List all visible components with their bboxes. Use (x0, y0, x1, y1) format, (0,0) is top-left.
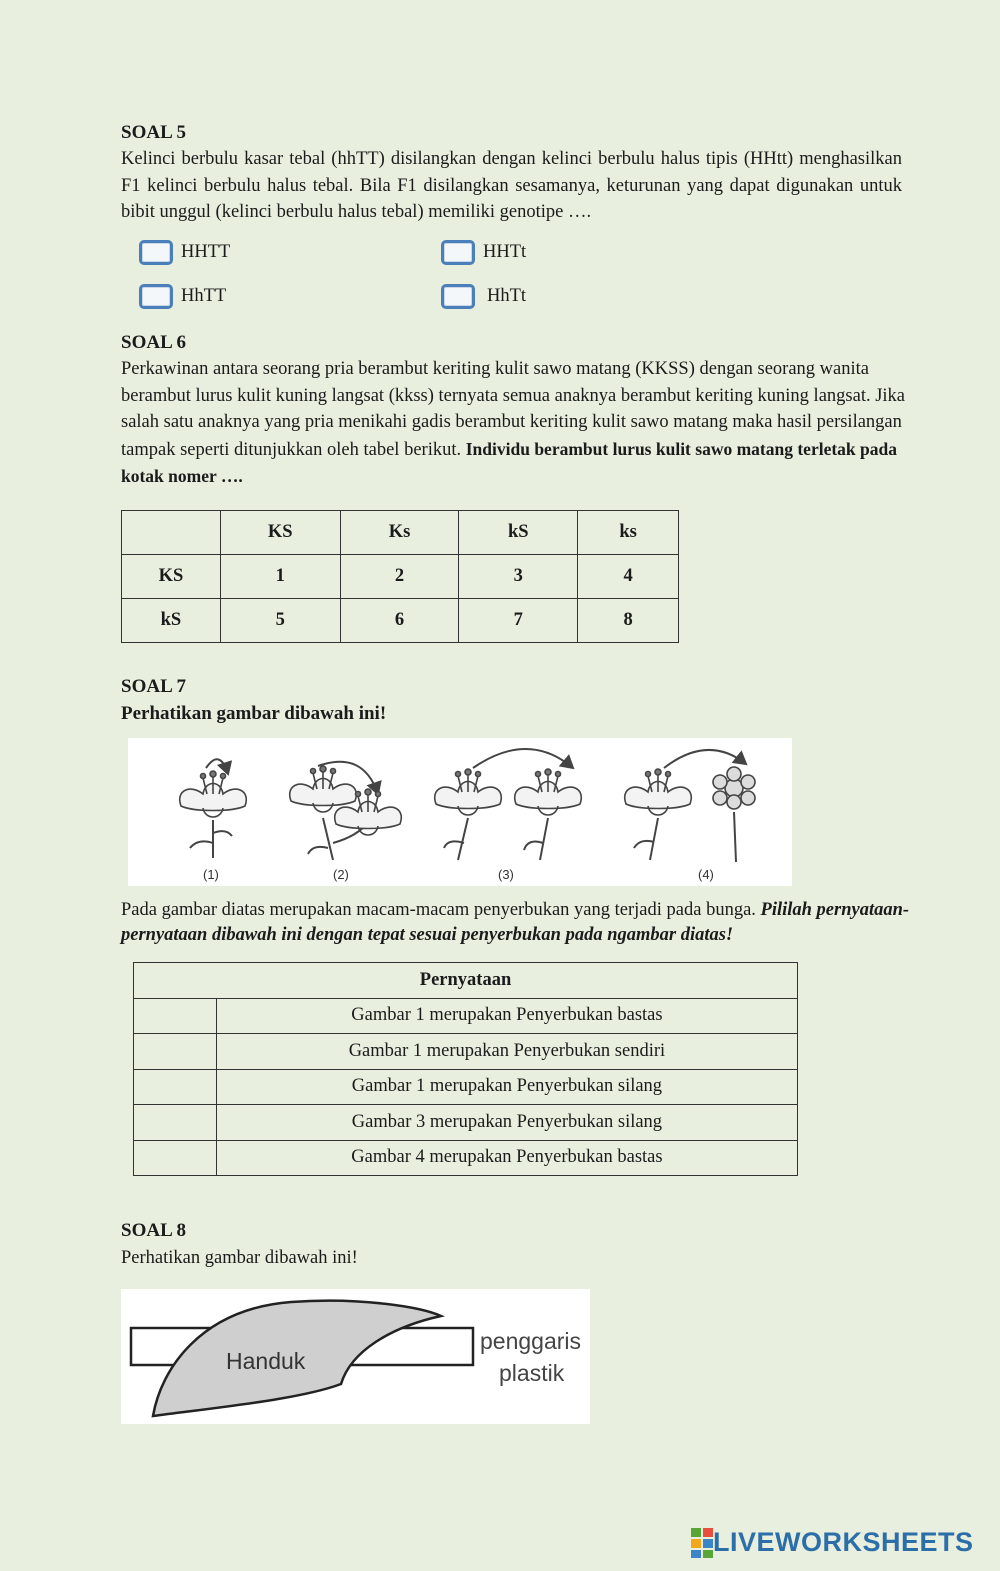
option-checkbox[interactable] (441, 240, 475, 265)
ruler-label-line1: penggaris (480, 1328, 582, 1354)
towel-ruler-illustration (121, 1289, 590, 1424)
liveworksheets-logo (691, 1527, 974, 1558)
table-row (134, 998, 798, 1034)
table-cell: kS (122, 599, 221, 643)
statement-text: Gambar 1 merupakan Penyerbukan bastas (216, 998, 797, 1034)
statement-answer-cell[interactable] (134, 998, 217, 1034)
soal7-text: Pada gambar diatas merupakan macam-macam penyerbukan yang terjadi pada bunga. (121, 900, 756, 920)
figure-label-3: (3) (498, 867, 514, 882)
table-header: Pernyataan (134, 963, 798, 999)
table-cell: KS (122, 555, 221, 599)
statement-text: Gambar 1 merupakan Penyerbukan sendiri (216, 1034, 797, 1070)
table-row (134, 1140, 798, 1176)
towel-label: Handuk (226, 1348, 306, 1374)
soal5-option-hhtt-3[interactable] (139, 284, 226, 309)
option-checkbox[interactable] (139, 284, 173, 309)
figure-label-2: (2) (333, 867, 349, 882)
soal7-italic-text: Pililah pernyataan-pernyataan dibawah ini dengan tepat sesuai penyerbukan pada ngambar diatas! (121, 900, 910, 945)
option-checkbox[interactable] (441, 284, 475, 309)
table-cell: 5 (220, 599, 340, 643)
liveworksheets-logo-icon (691, 1528, 713, 1558)
brand-name: LIVEWORKSHEETS (713, 1527, 974, 1557)
option-label: HhTt (487, 286, 527, 306)
table-row (134, 1069, 798, 1105)
option-label: HHTt (483, 242, 527, 262)
table-row (122, 555, 679, 599)
soal5-question: Kelinci berbulu kasar tebal (hhTT) disilangkan dengan kelinci berbulu halus tipis (HHtt) menghasilkan F1 kelinci berbulu halus tebal. Bila F1 disilangkan sesamanya, keturunan yang dapat digunakan untuk bibit unggul (kelinci berbulu halus tebal) memiliki genotipe …. (121, 149, 902, 222)
soal7-title: SOAL 7 (121, 676, 186, 697)
option-label: HhTT (181, 286, 227, 306)
soal6-text: Perkawinan antara seorang pria berambut keriting kulit sawo matang (KKSS) dengan seorang wanita berambut lurus kulit kuning langsat (kkss) ternyata semua anaknya berambut keriting kuning langsat. Jika salah satu anaknya yang pria menikahi gadis berambut keriting kulit sawo matang maka hasil persilangan tampak seperti ditunjukkan oleh tabel berikut. (121, 359, 906, 460)
table-cell: 2 (340, 555, 459, 599)
table-cell (122, 511, 221, 555)
figure-label-1: (1) (203, 867, 219, 882)
soal6-question (121, 356, 911, 491)
statement-text: Gambar 4 merupakan Penyerbukan bastas (216, 1140, 797, 1176)
table-cell: ks (578, 511, 679, 555)
table-row (122, 599, 679, 643)
soal5-option-hhtt[interactable] (139, 240, 230, 265)
table-cell: 3 (459, 555, 578, 599)
pollination-figure (128, 738, 792, 886)
different-flower (713, 767, 755, 809)
soal7-instruction (121, 898, 911, 948)
option-checkbox[interactable] (139, 240, 173, 265)
statement-text: Gambar 3 merupakan Penyerbukan silang (216, 1105, 797, 1141)
soal5-option-hhtt-4[interactable] (441, 284, 526, 309)
soal5-option-hhtt-2[interactable] (441, 240, 526, 265)
statement-answer-cell[interactable] (134, 1069, 217, 1105)
table-cell: kS (459, 511, 578, 555)
figure-label-4: (4) (698, 867, 714, 882)
statement-answer-cell[interactable] (134, 1034, 217, 1070)
statement-text: Gambar 1 merupakan Penyerbukan silang (216, 1069, 797, 1105)
table-cell: Ks (340, 511, 459, 555)
table-cell: 7 (459, 599, 578, 643)
table-cell: KS (220, 511, 340, 555)
statement-table (133, 962, 798, 1176)
soal7-subtitle: Perhatikan gambar dibawah ini! (121, 703, 387, 724)
soal6-bold-text: Individu berambut lurus kulit sawo matang terletak pada kotak nomer …. (121, 438, 897, 486)
soal8-subtitle: Perhatikan gambar dibawah ini! (121, 1248, 358, 1268)
genotype-table (121, 510, 679, 643)
ruler-label-line2: plastik (499, 1360, 565, 1386)
table-cell: 6 (340, 599, 459, 643)
table-cell: 4 (578, 555, 679, 599)
statement-answer-cell[interactable] (134, 1140, 217, 1176)
table-header-row (122, 511, 679, 555)
soal8-title: SOAL 8 (121, 1220, 186, 1241)
soal5-title: SOAL 5 (121, 122, 186, 143)
pollination-illustration (128, 738, 792, 886)
statement-answer-cell[interactable] (134, 1105, 217, 1141)
table-row (134, 1105, 798, 1141)
table-header-row (134, 963, 798, 999)
table-row (134, 1034, 798, 1070)
towel-ruler-figure (121, 1289, 590, 1424)
soal6-title: SOAL 6 (121, 332, 186, 353)
table-cell: 1 (220, 555, 340, 599)
option-label: HHTT (181, 242, 231, 262)
table-cell: 8 (578, 599, 679, 643)
